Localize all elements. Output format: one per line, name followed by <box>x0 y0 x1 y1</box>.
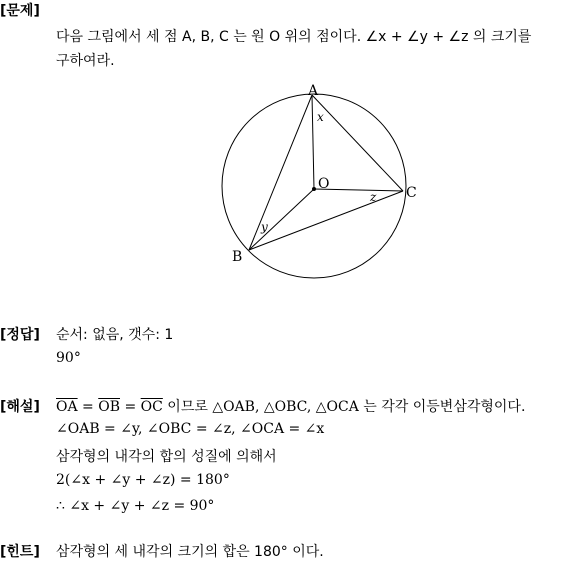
solution-line3: 삼각형의 내각의 합의 성질에 의해서 <box>56 449 277 465</box>
answer-label: [정답] <box>0 327 40 343</box>
hint-line1: 삼각형의 세 내각의 크기의 합은 180° 이다. <box>56 544 324 560</box>
point-b-label: B <box>232 249 243 265</box>
angle-y-label: y <box>261 220 268 234</box>
radius-oa <box>312 95 314 189</box>
solution-line4: 2(∠x + ∠y + ∠z) = 180° <box>56 472 230 488</box>
solution-line1 <box>56 396 525 416</box>
solution-line1-rest: 이므로 △OAB, △OBC, △OCA 는 각각 이등변삼각형이다. <box>162 399 526 415</box>
solution-line2: ∠OAB = ∠y, ∠OBC = ∠z, ∠OCA = ∠x <box>56 421 325 437</box>
segment-oa: $\overline{OA}$ <box>56 399 78 415</box>
point-a-label: A <box>308 83 319 99</box>
solution-line5: ∴ ∠x + ∠y + ∠z = 90° <box>56 498 215 514</box>
angle-x-label: x <box>317 110 324 124</box>
angle-z-label: z <box>370 190 377 204</box>
solution-label: [해설] <box>0 399 40 415</box>
segment-oc: $\overline{OC}$ <box>140 399 163 415</box>
problem-text-line2: 구하여라. <box>56 53 115 69</box>
hint-label: [힌트] <box>0 544 40 560</box>
center-point <box>312 187 316 191</box>
chord-ab <box>249 95 312 250</box>
problem-text-line1: 다음 그림에서 세 점 A, B, C 는 원 O 위의 점이다. ∠x + ∠y + ∠z 의 크기를 <box>56 29 532 45</box>
segment-ob: $\overline{OB}$ <box>98 399 120 415</box>
problem-label: [문제] <box>0 3 40 19</box>
answer-line1: 순서: 없음, 갯수: 1 <box>56 327 174 343</box>
equals-sign-1: = <box>77 399 99 415</box>
radius-ob <box>249 189 314 250</box>
point-c-label: C <box>406 185 417 201</box>
chord-bc <box>249 191 403 250</box>
answer-line2: 90° <box>56 350 81 366</box>
point-o-label: O <box>318 176 330 192</box>
equals-sign-2: = <box>120 399 141 415</box>
